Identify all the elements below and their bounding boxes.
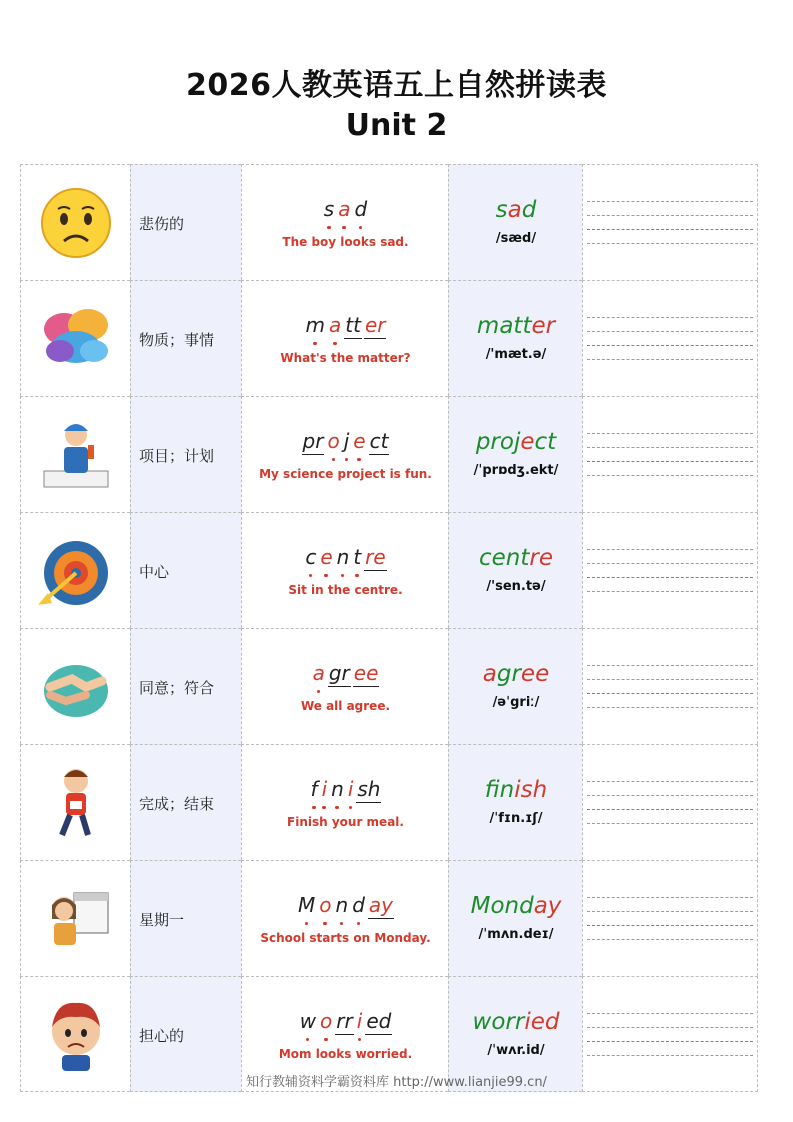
word-part: wo	[472, 1009, 506, 1035]
table-row	[20, 164, 758, 280]
example-sentence: We all agree.	[300, 699, 391, 713]
word-part: gr	[496, 661, 521, 687]
picture-cell	[20, 164, 130, 280]
writing-guide-line	[587, 201, 753, 202]
table-row	[20, 628, 758, 744]
speech-bubbles-icon	[36, 299, 116, 379]
writing-guide-line	[587, 665, 753, 666]
word-part: er	[531, 313, 556, 339]
chinese-meaning: 项目；计划	[139, 447, 215, 465]
phonics-cell	[241, 280, 448, 396]
phonics-segment: c	[305, 545, 317, 569]
writing-guide-line	[587, 679, 753, 680]
worried-boy-icon	[36, 995, 116, 1075]
sad-face-icon	[36, 183, 116, 263]
phonics-segment: re	[365, 545, 386, 569]
word-cell	[448, 512, 582, 628]
phonics-segment: j	[343, 429, 350, 453]
word-part: pro	[475, 429, 514, 455]
baseline-guide	[587, 809, 753, 810]
example-sentence: My science project is fun.	[259, 467, 432, 481]
baseline-guide	[587, 345, 753, 346]
phonics-segment: m	[305, 313, 325, 337]
phonics-segment: d	[352, 893, 365, 917]
phonics-segment: a	[338, 197, 351, 221]
phonics-segment: o	[320, 1009, 333, 1033]
picture-cell	[20, 396, 130, 512]
vocabulary-word	[449, 661, 583, 687]
word-part: a	[507, 197, 522, 223]
phonics-breakdown	[242, 429, 449, 453]
word-part: a	[482, 661, 497, 687]
writing-practice-cell	[582, 744, 758, 860]
phonics-breakdown	[242, 197, 449, 221]
word-cell	[448, 628, 582, 744]
word-cell	[448, 396, 582, 512]
writing-guide-line	[587, 795, 753, 796]
writing-practice-cell	[582, 628, 758, 744]
writing-guide-line	[587, 549, 753, 550]
phonics-segment: e	[320, 545, 333, 569]
phonetic-transcription: /sæd/	[495, 231, 537, 246]
picture-cell	[20, 628, 130, 744]
vocabulary-word	[449, 197, 583, 223]
table-row	[20, 396, 758, 512]
footer-watermark: 知行教辅资料学霸资料库 http://www.lianjie99.cn/	[246, 1075, 547, 1090]
phonics-cell	[241, 396, 448, 512]
phonics-segment: o	[327, 429, 340, 453]
phonetic-transcription: /ˈwʌr.id/	[487, 1043, 545, 1058]
word-part: cent	[478, 545, 530, 571]
writing-guide-line	[587, 1055, 753, 1056]
phonics-breakdown	[242, 313, 449, 337]
phonics-table	[20, 164, 758, 1092]
phonics-segment: n	[335, 893, 349, 917]
writing-practice-cell	[582, 280, 758, 396]
phonetic-transcription: /'mæt.ə/	[485, 347, 547, 362]
phonics-segment: t	[353, 545, 362, 569]
vocabulary-word	[449, 545, 583, 571]
phonics-segment: w	[299, 1009, 317, 1033]
runner-icon	[36, 763, 116, 843]
phonics-breakdown	[242, 777, 449, 801]
example-sentence: School starts on Monday.	[260, 931, 431, 945]
handshake-icon	[36, 647, 116, 727]
chinese-meaning: 担心的	[139, 1027, 185, 1045]
writing-guide-line	[587, 563, 753, 564]
phonics-segment: s	[323, 197, 335, 221]
phonics-segment: er	[364, 313, 386, 337]
phonics-segment: ed	[366, 1009, 392, 1033]
table-row	[20, 280, 758, 396]
baseline-guide	[587, 577, 753, 578]
phonics-segment: n	[331, 777, 344, 801]
writing-guide-line	[587, 475, 753, 476]
word-part: re	[529, 545, 553, 571]
chinese-meaning: 中心	[139, 563, 170, 581]
chinese-meaning: 同意；符合	[139, 679, 215, 697]
target-arrow-icon	[36, 531, 116, 611]
chinese-meaning: 完成；结束	[139, 795, 215, 813]
phonics-segment: rr	[336, 1009, 353, 1033]
word-part: sh	[520, 777, 548, 803]
picture-cell	[20, 860, 130, 976]
table-row	[20, 744, 758, 860]
writing-practice-cell	[582, 860, 758, 976]
writing-guide-line	[587, 591, 753, 592]
phonics-segment: pr	[302, 429, 324, 453]
writing-guide-line	[587, 707, 753, 708]
writing-guide-line	[587, 243, 753, 244]
phonics-segment: i	[356, 1009, 363, 1033]
phonics-segment: ay	[368, 893, 393, 917]
phonics-segment: a	[312, 661, 325, 685]
phonics-segment: i	[347, 777, 354, 801]
meaning-cell	[130, 280, 241, 396]
picture-cell	[20, 512, 130, 628]
word-part: tt	[513, 313, 532, 339]
phonics-segment: gr	[328, 661, 350, 685]
writing-practice-cell	[582, 164, 758, 280]
meaning-cell	[130, 744, 241, 860]
example-sentence: Sit in the centre.	[288, 583, 403, 597]
word-part: e	[520, 429, 535, 455]
chinese-meaning: 物质；事情	[139, 331, 215, 349]
phonics-breakdown	[242, 545, 449, 569]
word-cell	[448, 280, 582, 396]
example-sentence: Finish your meal.	[287, 815, 404, 829]
phonetic-transcription: /'sen.tə/	[486, 579, 546, 594]
page-subtitle: Unit 2	[345, 108, 448, 143]
vocabulary-word	[449, 429, 583, 455]
word-part: ied	[524, 1009, 560, 1035]
baseline-guide	[587, 461, 753, 462]
word-cell	[448, 164, 582, 280]
phonics-cell	[241, 512, 448, 628]
vocabulary-word	[449, 893, 583, 919]
phonics-segment: e	[353, 429, 366, 453]
phonics-segment: d	[354, 197, 368, 221]
phonics-breakdown	[242, 661, 449, 685]
meaning-cell	[130, 164, 241, 280]
writing-guide-line	[587, 359, 753, 360]
word-cell	[448, 744, 582, 860]
phonics-segment: M	[298, 893, 316, 917]
meaning-cell	[130, 860, 241, 976]
meaning-cell	[130, 512, 241, 628]
engineer-icon	[36, 415, 116, 495]
vocabulary-word	[449, 1009, 583, 1035]
baseline-guide	[587, 1041, 753, 1042]
picture-cell	[20, 280, 130, 396]
writing-guide-line	[587, 1027, 753, 1028]
phonics-breakdown	[242, 893, 449, 917]
phonics-breakdown	[242, 1009, 449, 1033]
word-part: ct	[534, 429, 557, 455]
phonetic-transcription: /ˈfɪn.ɪʃ/	[489, 811, 543, 826]
word-part: rr	[505, 1009, 525, 1035]
word-part: d	[521, 197, 537, 223]
page-title: 2026人教英语五上自然拼读表	[186, 68, 607, 103]
chinese-meaning: 悲伤的	[139, 215, 185, 233]
phonics-segment: ct	[369, 429, 389, 453]
phonics-segment: ee	[353, 661, 379, 685]
phonics-cell	[241, 628, 448, 744]
table-row	[20, 860, 758, 976]
example-sentence: Mom looks worried.	[278, 1047, 413, 1061]
word-part: s	[495, 197, 508, 223]
chinese-meaning: 星期一	[139, 911, 185, 929]
baseline-guide	[587, 693, 753, 694]
word-part: fin	[484, 777, 515, 803]
picture-cell	[20, 744, 130, 860]
calendar-girl-icon	[36, 879, 116, 959]
writing-guide-line	[587, 331, 753, 332]
example-sentence: The boy looks sad.	[282, 235, 409, 249]
phonics-segment: sh	[357, 777, 381, 801]
phonics-cell	[241, 744, 448, 860]
writing-guide-line	[587, 447, 753, 448]
writing-practice-cell	[582, 396, 758, 512]
word-part: ay	[533, 893, 562, 919]
phonics-segment: a	[329, 313, 342, 337]
phonics-segment: o	[319, 893, 332, 917]
vocabulary-word	[449, 777, 583, 803]
word-cell	[448, 860, 582, 976]
table-row	[20, 512, 758, 628]
writing-guide-line	[587, 823, 753, 824]
writing-guide-line	[587, 911, 753, 912]
word-part: i	[514, 777, 521, 803]
writing-guide-line	[587, 781, 753, 782]
word-part: j	[513, 429, 521, 455]
meaning-cell	[130, 396, 241, 512]
baseline-guide	[587, 925, 753, 926]
writing-guide-line	[587, 1013, 753, 1014]
phonics-segment: i	[321, 777, 328, 801]
writing-guide-line	[587, 215, 753, 216]
writing-guide-line	[587, 939, 753, 940]
example-sentence: What's the matter?	[280, 351, 411, 365]
word-part: ee	[520, 661, 550, 687]
baseline-guide	[587, 229, 753, 230]
writing-guide-line	[587, 317, 753, 318]
phonics-segment: n	[336, 545, 350, 569]
phonetic-transcription: /əˈgriː/	[492, 695, 540, 710]
meaning-cell	[130, 628, 241, 744]
phonics-cell	[241, 860, 448, 976]
word-part: ma	[476, 313, 514, 339]
writing-guide-line	[587, 897, 753, 898]
phonics-segment: tt	[345, 313, 361, 337]
phonics-cell	[241, 164, 448, 280]
vocabulary-word	[449, 313, 583, 339]
phonics-segment: f	[310, 777, 318, 801]
writing-practice-cell	[582, 512, 758, 628]
writing-guide-line	[587, 433, 753, 434]
phonetic-transcription: /ˈmʌn.deɪ/	[478, 927, 554, 942]
word-part: Mond	[470, 893, 534, 919]
phonetic-transcription: /ˈprɒdʒ.ekt/	[473, 463, 559, 478]
